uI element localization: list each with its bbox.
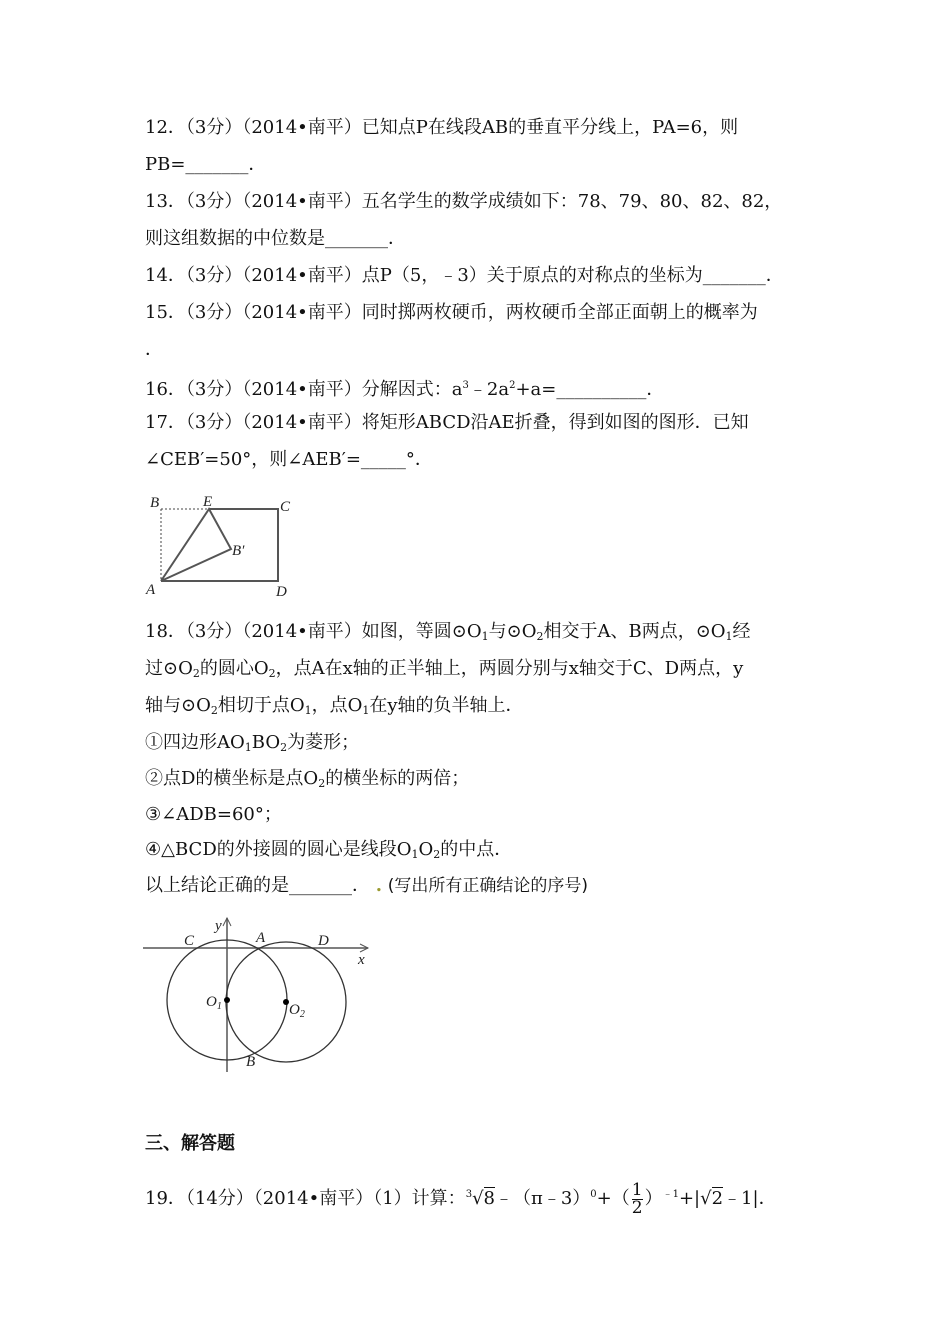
q12-line1: 12．（3分）（2014•南平）已知点P在线段AB的垂直平分线上，PA=6，则 <box>145 117 739 138</box>
root-index: 3 <box>465 1189 473 1200</box>
label-o1 <box>206 994 222 1012</box>
q13-line1: 13．（3分）（2014•南平）五名学生的数学成绩如下：78、79、80、82、82， <box>145 191 783 212</box>
exponent: 2 <box>509 380 516 391</box>
text: ﹣1|． <box>723 1188 777 1209</box>
text: 19．（14分）（2014•南平）（1）计算： <box>145 1188 466 1209</box>
text: 经 <box>732 621 751 642</box>
text: ，点O <box>311 695 363 716</box>
text: ） <box>644 1188 663 1209</box>
o1-letter: O <box>206 994 217 1010</box>
fraction <box>631 1179 643 1218</box>
text: 为菱形； <box>287 732 360 753</box>
text: 过⊙O <box>145 658 193 679</box>
radicand: 2 <box>711 1188 724 1209</box>
q18-conclusion-2 <box>145 767 469 796</box>
q17-line2: ∠CEB′=50°，则∠AEB′=_____°． <box>145 449 433 470</box>
subscript: 1 <box>304 704 312 717</box>
o2-letter: O <box>289 1002 300 1018</box>
sqrt-sign: √ <box>700 1188 712 1209</box>
q18-conclusion-1 <box>145 731 359 760</box>
text: 的横坐标的两倍； <box>325 768 470 789</box>
subscript: 2 <box>210 704 218 717</box>
label-a: A <box>146 582 156 598</box>
label-a: A <box>256 930 266 946</box>
q18-line3 <box>145 694 524 723</box>
label-c: C <box>280 499 291 515</box>
label-d: D <box>276 584 287 600</box>
subscript: 1 <box>362 704 370 717</box>
label-o2 <box>289 1002 305 1020</box>
subscript: 1 <box>481 630 489 643</box>
q18-conclusion-4 <box>145 838 512 867</box>
label-d: D <box>318 933 329 949</box>
q16-text: 16．（3分）（2014•南平）分解因式：a <box>145 379 463 400</box>
dot-mark: . <box>375 875 383 896</box>
q18-conclusion-3: ③∠ADB=60°； <box>145 804 282 825</box>
text: 的中点． <box>440 839 513 860</box>
label-y: y <box>215 918 222 934</box>
numerator: 1 <box>631 1179 643 1200</box>
text: BO <box>251 732 281 753</box>
text: ②点D的横坐标是点O <box>145 768 319 789</box>
q18-circles-figure <box>140 910 380 1080</box>
q15-line1: 15．（3分）（2014•南平）同时掷两枚硬币，两枚硬币全部正面朝上的概率为 <box>145 302 758 323</box>
text: ④△BCD的外接圆的圆心是线段O <box>145 839 412 860</box>
text: O <box>418 839 434 860</box>
text: ，点A在x轴的正半轴上，两圆分别与x轴交于C、D两点，y <box>275 658 744 679</box>
q18-line1 <box>145 620 751 649</box>
o1-sub: 1 <box>216 1001 222 1012</box>
text: 相切于点O <box>217 695 305 716</box>
label-x: x <box>358 952 365 968</box>
q16-line <box>145 374 664 402</box>
text: ①四边形AO <box>145 732 245 753</box>
subscript: 1 <box>411 848 419 861</box>
subscript: 1 <box>725 630 733 643</box>
label-c: C <box>184 933 195 949</box>
subscript: 2 <box>536 630 544 643</box>
o2-sub: 2 <box>299 1009 305 1020</box>
label-e: E <box>203 494 213 510</box>
q17-line1: 17．（3分）（2014•南平）将矩形ABCD沿AE折叠，得到如图的图形．已知 <box>145 412 749 433</box>
text: 相交于A、B两点，⊙O <box>543 621 726 642</box>
exponent: 0 <box>590 1189 597 1200</box>
text: 的圆心O <box>199 658 269 679</box>
q16-text: ﹣2a <box>468 379 510 400</box>
subscript: 2 <box>192 667 200 680</box>
subscript: 1 <box>244 741 252 754</box>
q13-line2: 则这组数据的中位数是_______． <box>145 228 406 249</box>
q12-line2: PB=_______． <box>145 154 267 175</box>
q16-text: +a=__________． <box>515 379 665 400</box>
q15-line2: ． <box>145 339 163 360</box>
text: 在y轴的负半轴上． <box>369 695 524 716</box>
q18-ask <box>145 874 588 898</box>
q17-rectangle-figure <box>140 480 380 610</box>
text: (写出所有正确结论的序号) <box>387 876 589 896</box>
label-b: B <box>150 495 160 511</box>
section-heading: 三、解答题 <box>145 1133 235 1154</box>
radicand: 8 <box>483 1188 495 1209</box>
q14-line1: 14．（3分）（2014•南平）点P（5，﹣3）关于原点的对称点的坐标为_______． <box>145 265 784 286</box>
exponent: ﹣1 <box>662 1189 679 1200</box>
subscript: 2 <box>318 777 326 790</box>
subscript: 2 <box>433 848 441 861</box>
text: +| <box>678 1188 701 1209</box>
denominator: 2 <box>631 1197 643 1218</box>
q19-line <box>145 1178 777 1217</box>
q18-line2 <box>145 657 743 686</box>
exponent: 3 <box>462 380 469 391</box>
cube-root-sign: √ <box>472 1188 484 1209</box>
text: 轴与⊙O <box>145 695 211 716</box>
text: +（ <box>596 1188 630 1209</box>
text: 以上结论正确的是_______． <box>145 875 370 896</box>
text: 与⊙O <box>488 621 537 642</box>
subscript: 2 <box>268 667 276 680</box>
label-b-prime: B′ <box>232 543 245 559</box>
subscript: 2 <box>280 741 288 754</box>
label-b: B <box>246 1054 256 1070</box>
text: 18．（3分）（2014•南平）如图，等圆⊙O <box>145 621 482 642</box>
text: ﹣（π﹣3） <box>495 1188 591 1209</box>
